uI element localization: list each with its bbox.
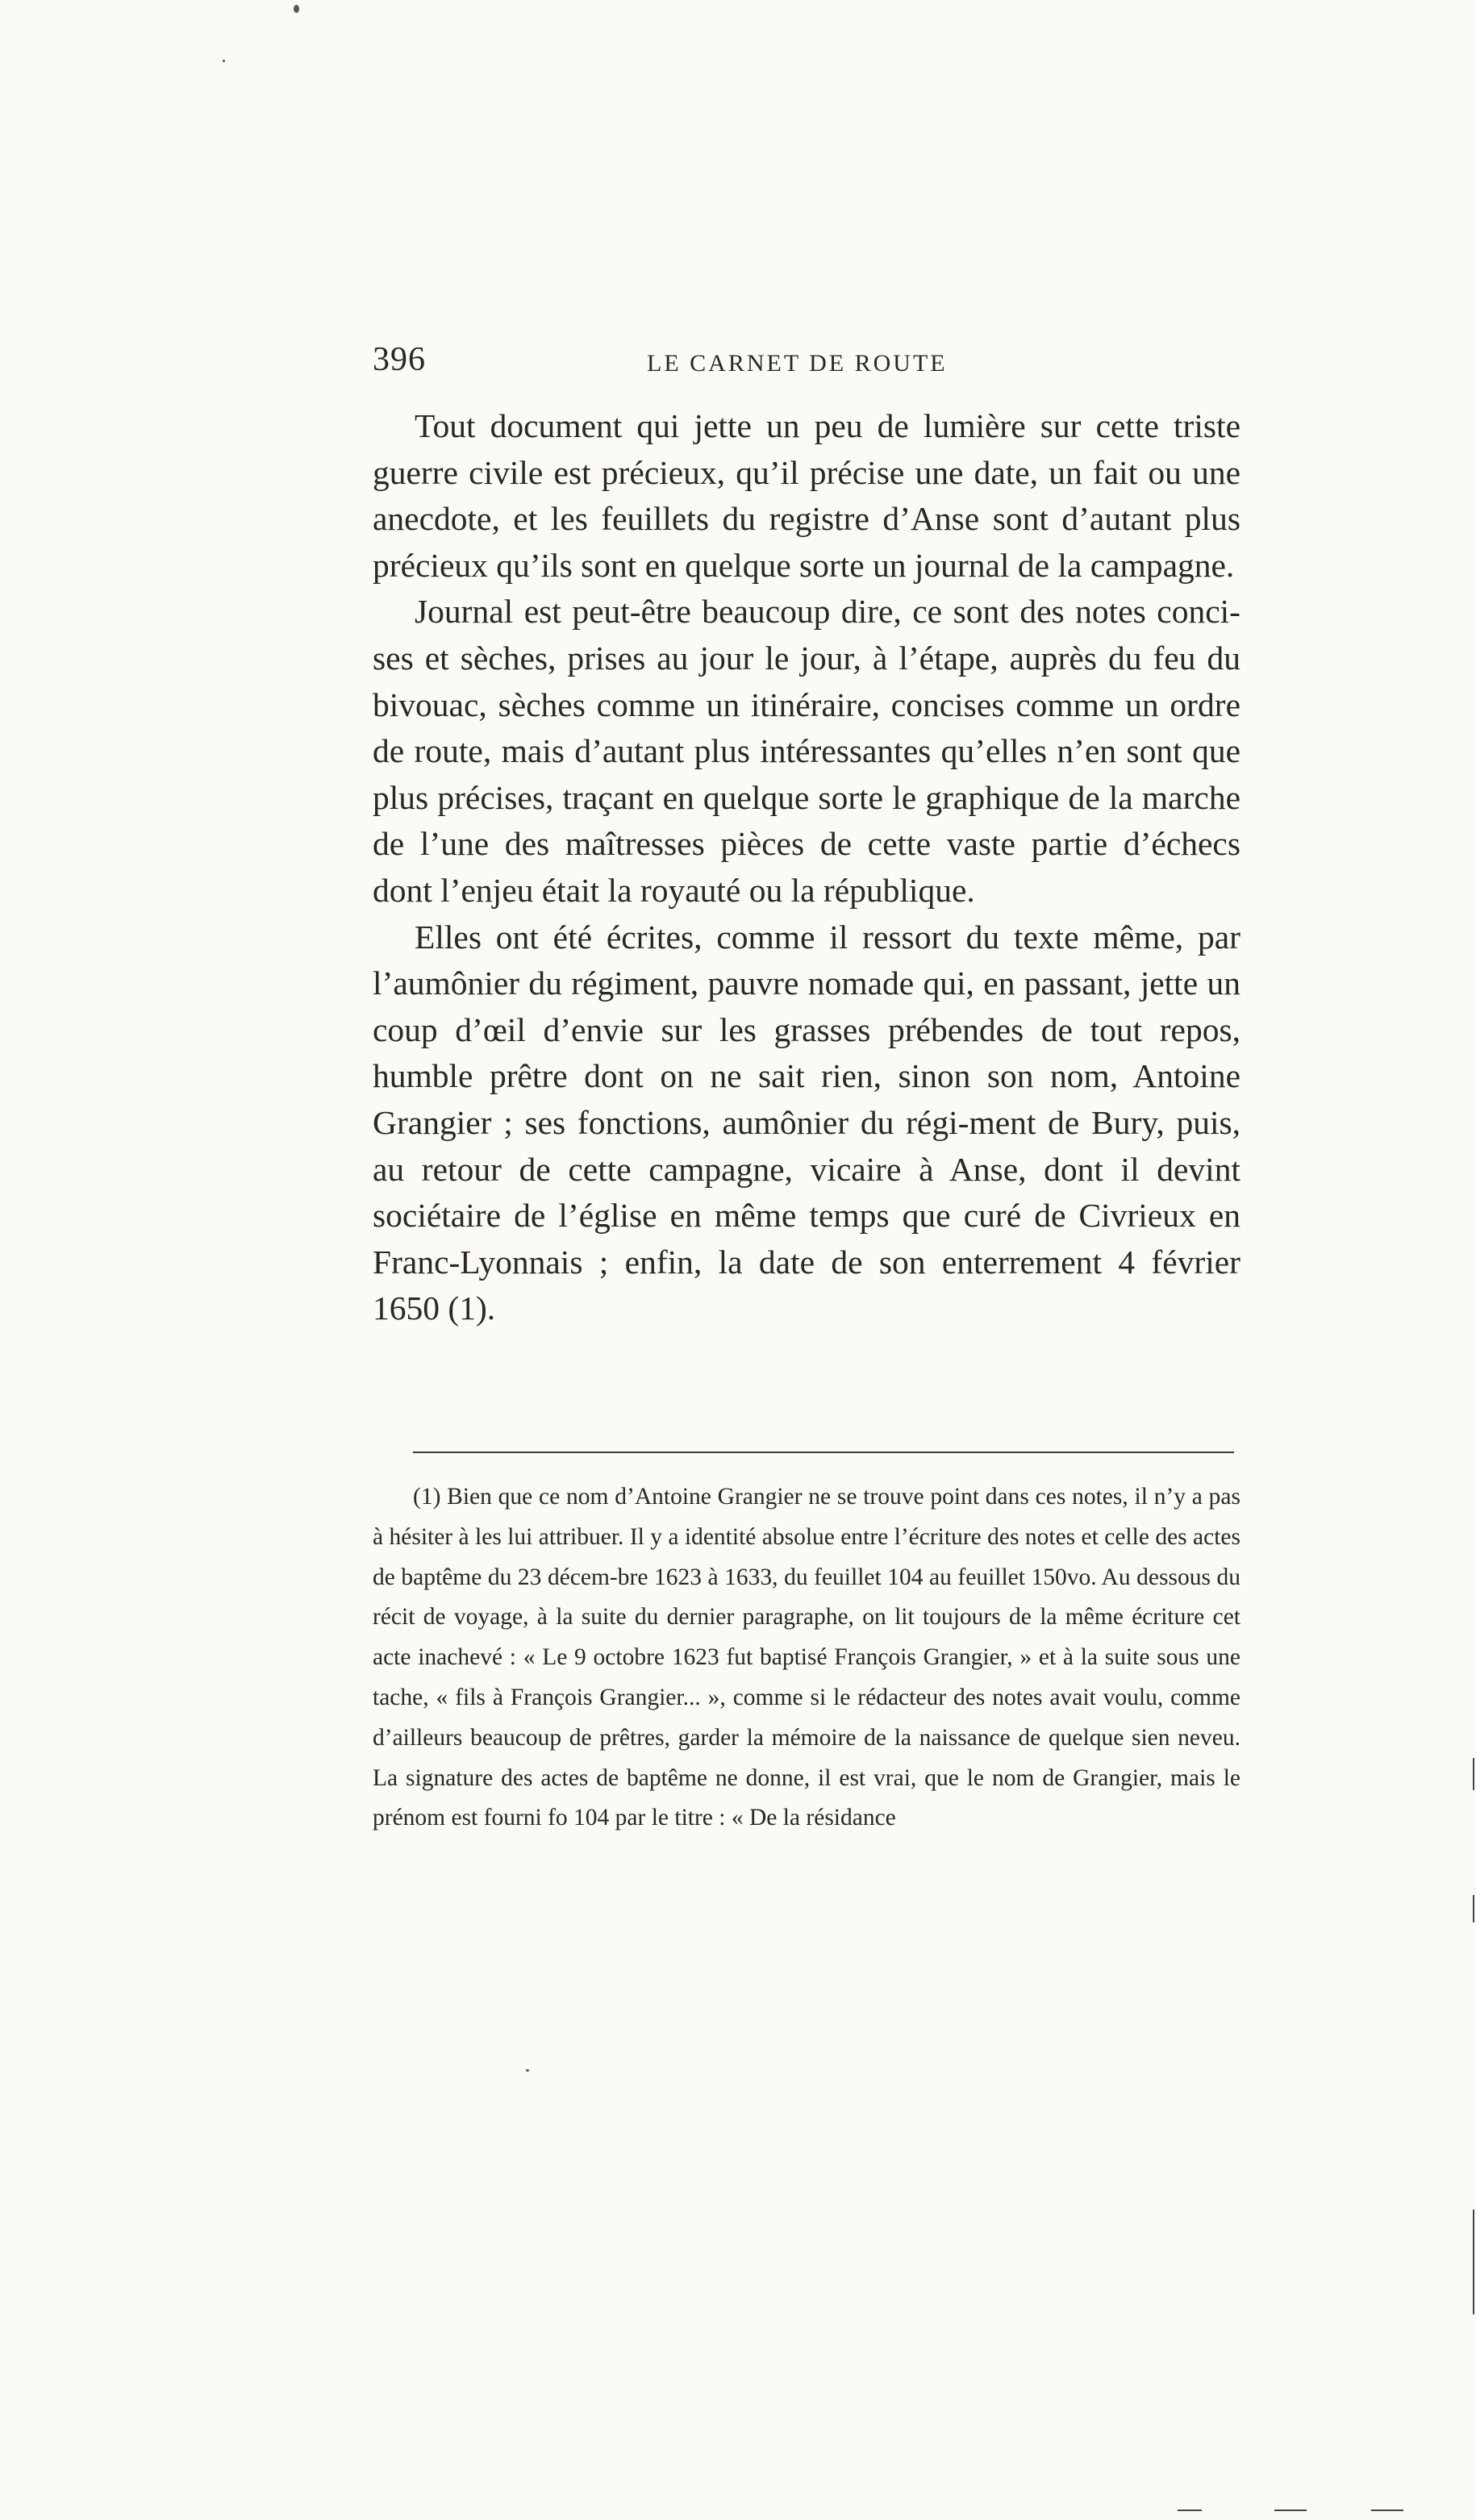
scan-speck (294, 5, 299, 13)
paragraph-1: Tout document qui jette un peu de lumière sur cette triste guerre civile est précieux, qu’il précise une date, un fait ou une anecdote, et les feuillets du registre d’Anse sont d’autant plus précieux qu’ils sont en quelque sorte un journal de la campagne. (373, 407, 1240, 584)
paragraph-3: Elles ont été écrites, comme il ressort du texte même, par l’aumônier du régiment, pauvre nomade qui, en passant, jette un coup d’œil d’envie sur les grasses prébendes de tout repos, humble prêtre dont on ne sait rien, sinon son nom, Antoine Grangier ; ses fonctions, aumônier du régi-ment de Bury, puis, au retour de cette campagne, vicaire à Anse, dont il devint sociétaire de l’église en même temps que curé de Civrieux en Franc-Lyonnais ; enfin, la date de son enterrement 4 février 1650 (1). (373, 918, 1240, 1327)
running-head (373, 340, 1244, 389)
footnote (373, 1477, 1240, 1839)
scan-edge-mark (1473, 1758, 1474, 1790)
running-title: LE CARNET DE ROUTE (647, 350, 948, 377)
scan-speck (526, 2069, 529, 2072)
main-text (373, 403, 1240, 1332)
scan-edge-mark (1473, 1895, 1474, 1922)
scan-speck (223, 60, 225, 62)
paragraph-2: Journal est peut-être beaucoup dire, ce sont des notes conci-ses et sèches, prises au jour le jour, à l’étape, auprès du feu du bivouac, sèches comme un itinéraire, concises comme un ordre de route, mais d’autant plus intéressantes qu’elles n’en sont que plus précises, traçant en quelque sorte le graphique de la marche de l’une des maîtresses pièces de cette vaste partie d’échecs dont l’enjeu était la royauté ou la république. (373, 593, 1240, 909)
footnote-rule (413, 1452, 1234, 1453)
footnote-text: (1) Bien que ce nom d’Antoine Grangier ne se trouve point dans ces notes, il n’y a pas à hésiter à les lui attribuer. Il y a identité absolue entre l’écriture des notes et celle des actes de baptême du 23 décem-bre 1623 à 1633, du feuillet 104 au feuillet 150vo. Au dessous du récit de voyage, à la suite du dernier paragraphe, on lit toujours de la même écriture cet acte inachevé : « Le 9 octobre 1623 fut baptisé François Grangier, » et à la suite sous une tache, « fils à François Grangier... », comme si le rédacteur des notes avait voulu, comme d’ailleurs beaucoup de prêtres, garder la mémoire de la naissance de quelque sien neveu. La signature des actes de baptême ne donne, il est vrai, que le nom de Grangier, mais le prénom est fourni fo 104 par le titre : « De la résidance (373, 1484, 1240, 1831)
page-number: 396 (373, 341, 426, 378)
scan-edge-mark (1274, 2510, 1307, 2511)
scan-edge-mark (1473, 2210, 1474, 2314)
scan-edge-mark (1371, 2510, 1403, 2511)
scan-edge-mark (1178, 2510, 1202, 2511)
